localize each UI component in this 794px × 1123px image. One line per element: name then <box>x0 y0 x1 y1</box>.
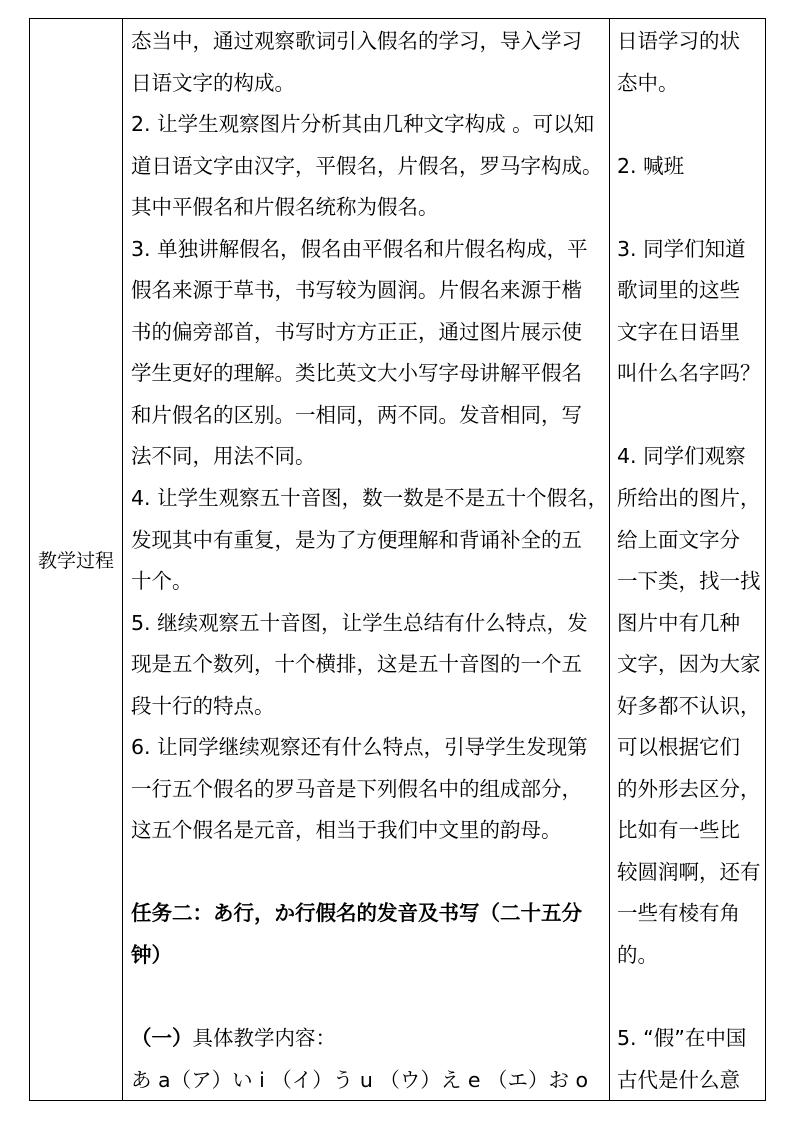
student-line: 歌词里的这些 <box>617 278 740 303</box>
kana-row: あ a（ア）い i （イ）う u （ウ）え e （エ）お o <box>131 1067 589 1092</box>
student-line: 日语学习的状 <box>617 29 740 53</box>
blank-line <box>617 977 763 1019</box>
subsection-title: 具体教学内容： <box>192 1026 336 1051</box>
teacher-line: 日语文字的构成。 <box>131 70 295 95</box>
blank-line <box>131 852 605 894</box>
blank-line <box>617 395 763 437</box>
student-line: 图片中有几种 <box>617 610 740 635</box>
student-line: 古代是什么意 <box>617 1067 740 1092</box>
student-line: 一些有棱有角 <box>617 901 740 926</box>
student-line: 可以根据它们 <box>617 735 740 760</box>
teacher-activity-cell <box>131 21 609 1101</box>
teacher-line: 一行五个假名的罗马音是下列假名中的组成部分， <box>131 776 582 801</box>
teacher-line: 5. 继续观察五十音图，让学生总结有什么特点，发 <box>131 610 588 635</box>
teacher-line: 6. 让同学继续观察还有什么特点，引导学生发现第 <box>131 735 588 760</box>
student-line: 的。 <box>617 943 658 968</box>
teacher-line: 态当中，通过观察歌词引入假名的学习，导入学习 <box>131 29 582 53</box>
teacher-line: 十个。 <box>131 569 193 594</box>
subsection-marker: （一） <box>131 1026 193 1051</box>
student-line: 文字，因为大家 <box>617 652 761 677</box>
task-two-heading: 任务二：あ行，か行假名的发音及书写（二十五分 <box>131 901 582 926</box>
teacher-line: 3. 单独讲解假名，假名由平假名和片假名构成，平 <box>131 236 588 261</box>
student-line: 的外形去区分， <box>617 776 761 801</box>
student-line: 5. “假”在中国 <box>617 1026 747 1051</box>
student-line: 3. 同学们知道 <box>617 236 746 261</box>
student-line: 叫什么名字吗？ <box>617 361 761 386</box>
blank-line <box>131 977 605 1019</box>
student-line: 给上面文字分 <box>617 527 740 552</box>
student-line: 文字在日语里 <box>617 319 740 344</box>
teacher-line: 4. 让学生观察五十音图，数一数是不是五十个假名， <box>131 486 609 511</box>
teacher-line: 段十行的特点。 <box>131 693 275 718</box>
teacher-line: 道日语文字由汉字，平假名，片假名，罗马字构成。 <box>131 153 603 178</box>
student-activity-cell <box>617 21 763 1101</box>
student-line: 所给出的图片， <box>617 486 761 511</box>
blank-line <box>617 104 763 146</box>
teacher-line: 学生更好的理解。类比英文大小写字母讲解平假名 <box>131 361 582 386</box>
column-divider <box>122 18 123 1101</box>
column-divider <box>609 18 610 1101</box>
teacher-line: 假名来源于草书，书写较为圆润。片假名来源于楷 <box>131 278 582 303</box>
teacher-line: 现是五个数列，十个横排，这是五十音图的一个五 <box>131 652 582 677</box>
teacher-line: 法不同，用法不同。 <box>131 444 316 469</box>
section-label: 教学过程 <box>37 550 114 572</box>
teacher-line: 书的偏旁部首，书写时方方正正，通过图片展示使 <box>131 319 582 344</box>
student-line: 4. 同学们观察 <box>617 444 746 469</box>
student-line: 较圆润啊，还有 <box>617 859 761 884</box>
subsection-heading <box>131 1018 605 1060</box>
task-two-heading: 钟） <box>131 943 172 968</box>
student-line: 一下类，找一找 <box>617 569 761 594</box>
student-line: 比如有一些比 <box>617 818 740 843</box>
teacher-line: 其中平假名和片假名统称为假名。 <box>131 195 439 220</box>
teacher-line: 2. 让学生观察图片分析其由几种文字构成 。可以知 <box>131 112 595 137</box>
student-line: 态中。 <box>617 70 679 95</box>
blank-line <box>617 187 763 229</box>
teacher-line: 这五个假名是元音，相当于我们中文里的韵母。 <box>131 818 562 843</box>
teacher-line: 发现其中有重复，是为了方便理解和背诵补全的五 <box>131 527 582 552</box>
student-line: 好多都不认识， <box>617 693 761 718</box>
student-line: 2. 喊班 <box>617 153 685 178</box>
teacher-line: 和片假名的区别。一相同，两不同。发音相同，写 <box>131 402 582 427</box>
